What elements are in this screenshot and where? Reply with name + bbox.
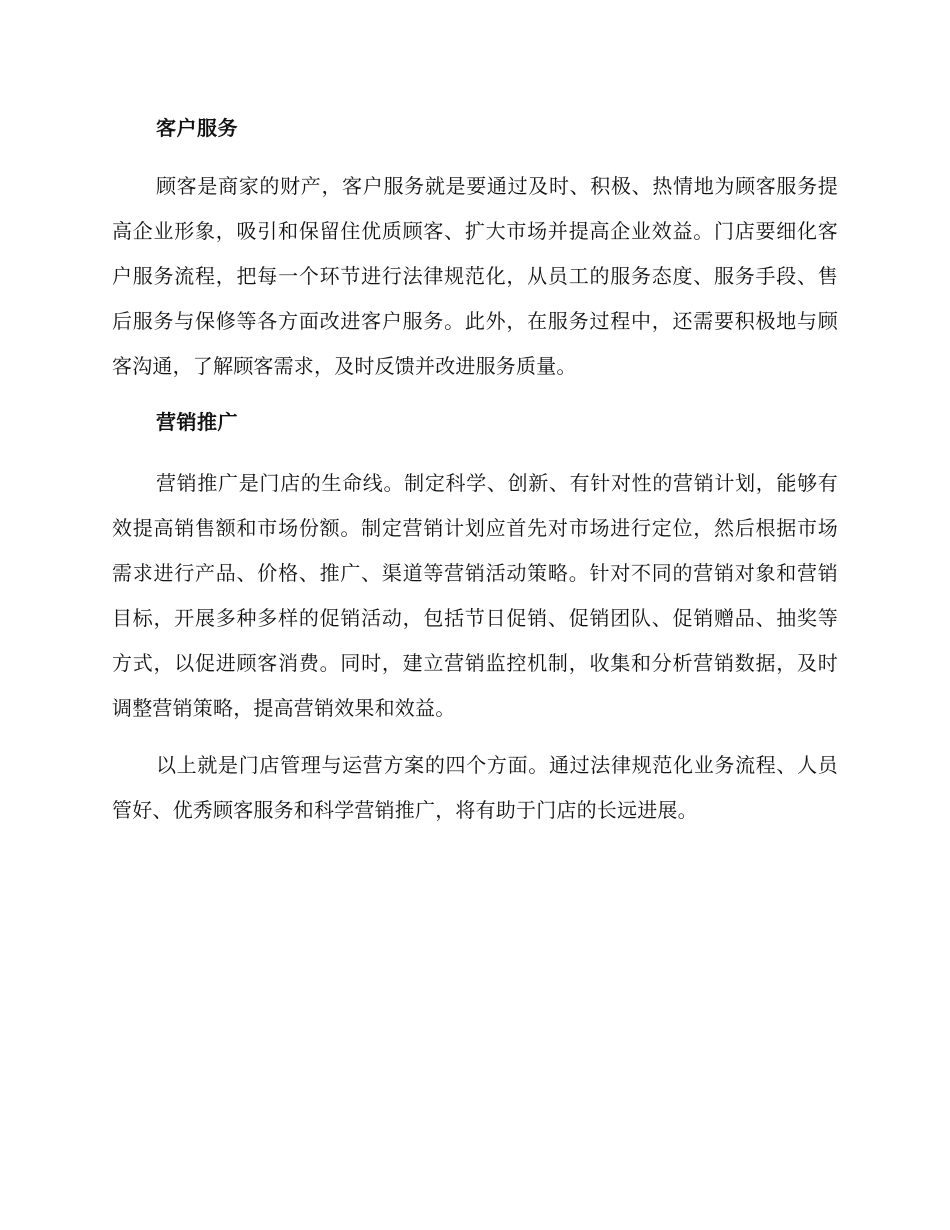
paragraph-conclusion: 以上就是门店管理与运营方案的四个方面。通过法律规范化业务流程、人员管好、优秀顾客服务和科学营销推广，将有助于门店的长远进展。 [112, 753, 838, 822]
section-heading-marketing: 营销推广 [156, 410, 238, 434]
section-heading-customer-service: 客户服务 [156, 116, 238, 140]
paragraph-marketing: 营销推广是门店的生命线。制定科学、创新、有针对性的营销计划，能够有效提高销售额和市场份额。制定营销计划应首先对市场进行定位，然后根据市场需求进行产品、价格、推广、渠道等营销活动策略。针对不同的营销对象和营销目标，开展多种多样的促销活动，包括节日促销、促销团队、促销赠品、抽奖等方式，以促进顾客消费。同时，建立营销监控机制，收集和分析营销数据，及时调整营销策略，提高营销效果和效益。 [112, 471, 838, 720]
paragraph-customer-service: 顾客是商家的财产，客户服务就是要通过及时、积极、热情地为顾客服务提高企业形象，吸引和保留住优质顾客、扩大市场并提高企业效益。门店要细化客户服务流程，把每一个环节进行法律规范化，从员工的服务态度、服务手段、售后服务与保修等各方面改进客户服务。此外，在服务过程中，还需要积极地与顾客沟通，了解顾客需求，及时反馈并改进服务质量。 [112, 174, 838, 378]
